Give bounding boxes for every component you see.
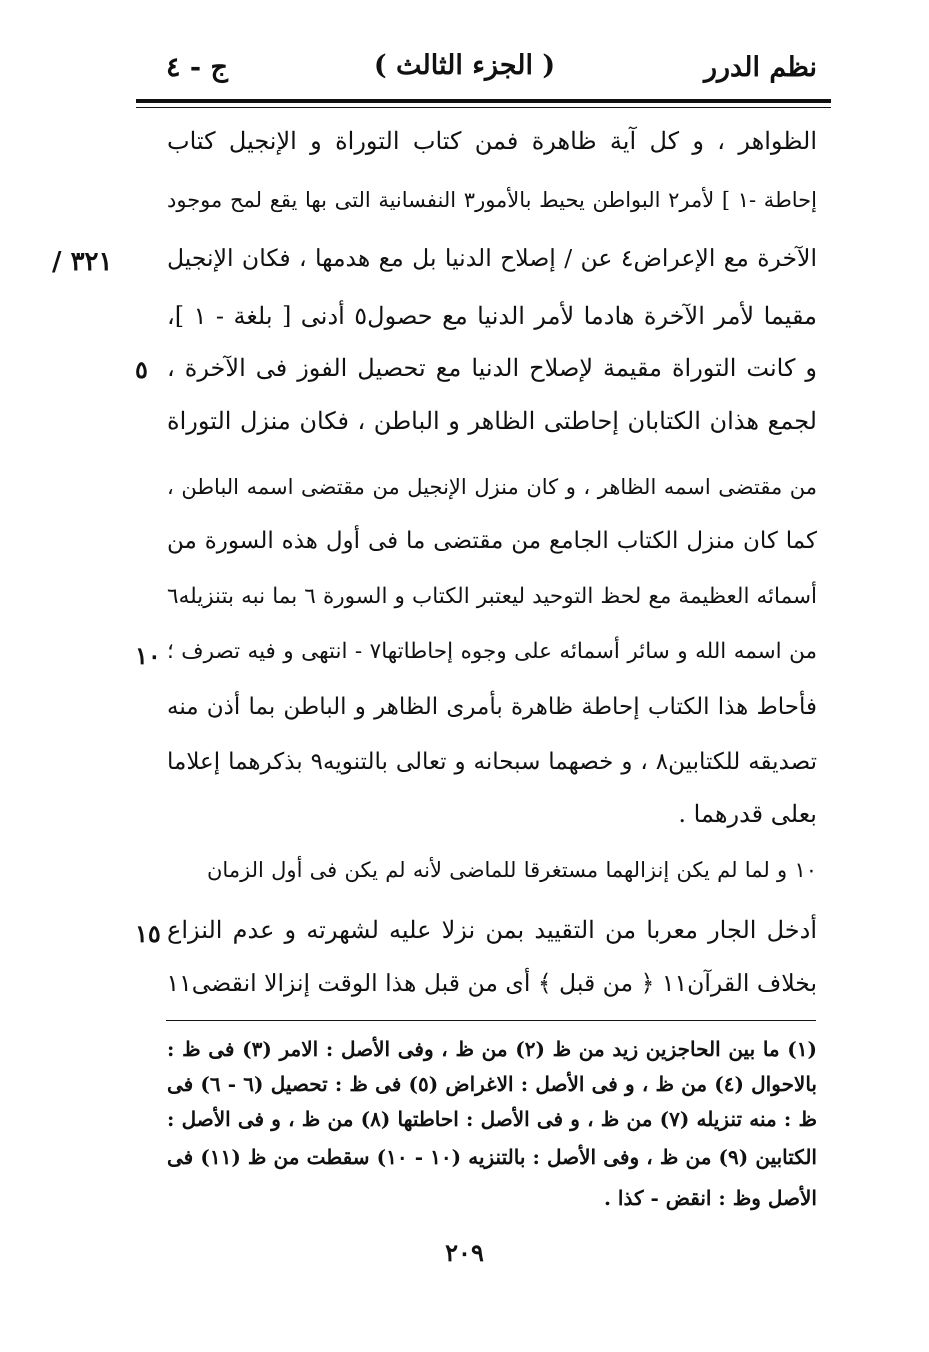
footnote-line: ظ : منه تنزيله (٧) من ظ ، و فى الأصل : احاطتها (٨) من ظ ، و فى الأصل : bbox=[167, 1107, 817, 1131]
manuscript-folio-ref: ٣٢١ / bbox=[52, 247, 113, 277]
header-rule-thin bbox=[136, 107, 831, 108]
footnote-line: بالاحوال (٤) من ظ ، و فى الأصل : الاغراض (٥) فى ظ : تحصيل (٦ - ٦) فى bbox=[167, 1072, 817, 1096]
footnote-line: الكتابين (٩) من ظ ، وفى الأصل : بالتنزيه (١٠ - ١٠) سقطت من ظ (١١) فى bbox=[167, 1145, 817, 1169]
footnote-line: (١) ما بين الحاجزين زيد من ظ (٢) من ظ ، وفى الأصل : الامر (٣) فى ظ : bbox=[167, 1037, 817, 1061]
line-number: ٥ bbox=[135, 355, 148, 384]
text-line: أدخل الجار معربا من التقييد بمن نزلا عليه لشهرته و عدم النزاع bbox=[167, 916, 817, 944]
page-number: ٢٠٩ bbox=[445, 1238, 484, 1267]
text-line: بخلاف القرآن١١ ﴿ من قبل ﴾ أى من قبل هذا الوقت إنزالا انقضى١١ bbox=[166, 969, 817, 997]
text-line: الآخرة مع الإعراض٤ عن / إصلاح الدنيا بل مع هدمها ، فكان الإنجيل bbox=[167, 244, 817, 272]
text-line: تصديقه للكتابين٨ ، و خصهما سبحانه و تعالى بالتنويه٩ بذكرهما إعلاما bbox=[167, 749, 817, 775]
text-line: لجمع هذان الكتابان إحاطتى الظاهر و الباطن ، فكان منزل التوراة bbox=[167, 407, 817, 435]
line-number: ١٥ bbox=[135, 919, 161, 948]
part-label: ( الجزء الثالث ) bbox=[373, 50, 556, 81]
text-line: كما كان منزل الكتاب الجامع من مقتضى ما فى أول هذه السورة من bbox=[167, 528, 817, 554]
footnote-line: الأصل وظ : انقض - كذا . bbox=[604, 1186, 817, 1210]
text-line: من اسمه الله و سائر أسمائه على وجوه إحاطاتها٧ - انتهى و فيه تصرف ؛ bbox=[167, 639, 817, 664]
text-line: ١٠ و لما لم يكن إنزالهما مستغرقا للماضى لأنه لم يكن فى أول الزمان bbox=[207, 858, 817, 882]
header-rule bbox=[136, 99, 831, 103]
text-line: إحاطة -١ ] لأمر٢ البواطن يحيط بالأمور٣ النفسانية التى بها يقع لمح موجود bbox=[167, 188, 817, 212]
text-line: الظواهر ، و كل آية ظاهرة فمن كتاب التوراة و الإنجيل كتاب bbox=[167, 127, 818, 155]
running-title: نظم الدرر bbox=[703, 52, 817, 83]
text-line: مقيما لأمر الآخرة هادما لأمر الدنيا مع حصول٥ أدنى [ بلغة - ١ ]، bbox=[167, 302, 817, 330]
footnote-rule bbox=[166, 1020, 816, 1021]
text-line: أسمائه العظيمة مع لحظ التوحيد ليعتبر الكتاب و السورة ٦ بما نبه بتنزيله٦ bbox=[167, 584, 817, 609]
text-line: من مقتضى اسمه الظاهر ، و كان منزل الإنجيل من مقتضى اسمه الباطن ، bbox=[167, 475, 817, 499]
line-number: ١٠ bbox=[135, 641, 161, 670]
text-line: بعلى قدرهما . bbox=[678, 800, 817, 828]
text-line: و كانت التوراة مقيمة لإصلاح الدنيا مع تحصيل الفوز فى الآخرة ، bbox=[167, 354, 817, 382]
text-line: فأحاط هذا الكتاب إحاطة ظاهرة بأمرى الظاهر و الباطن بما أذن منه bbox=[167, 694, 817, 720]
volume-label: ج - ٤ bbox=[166, 52, 228, 83]
